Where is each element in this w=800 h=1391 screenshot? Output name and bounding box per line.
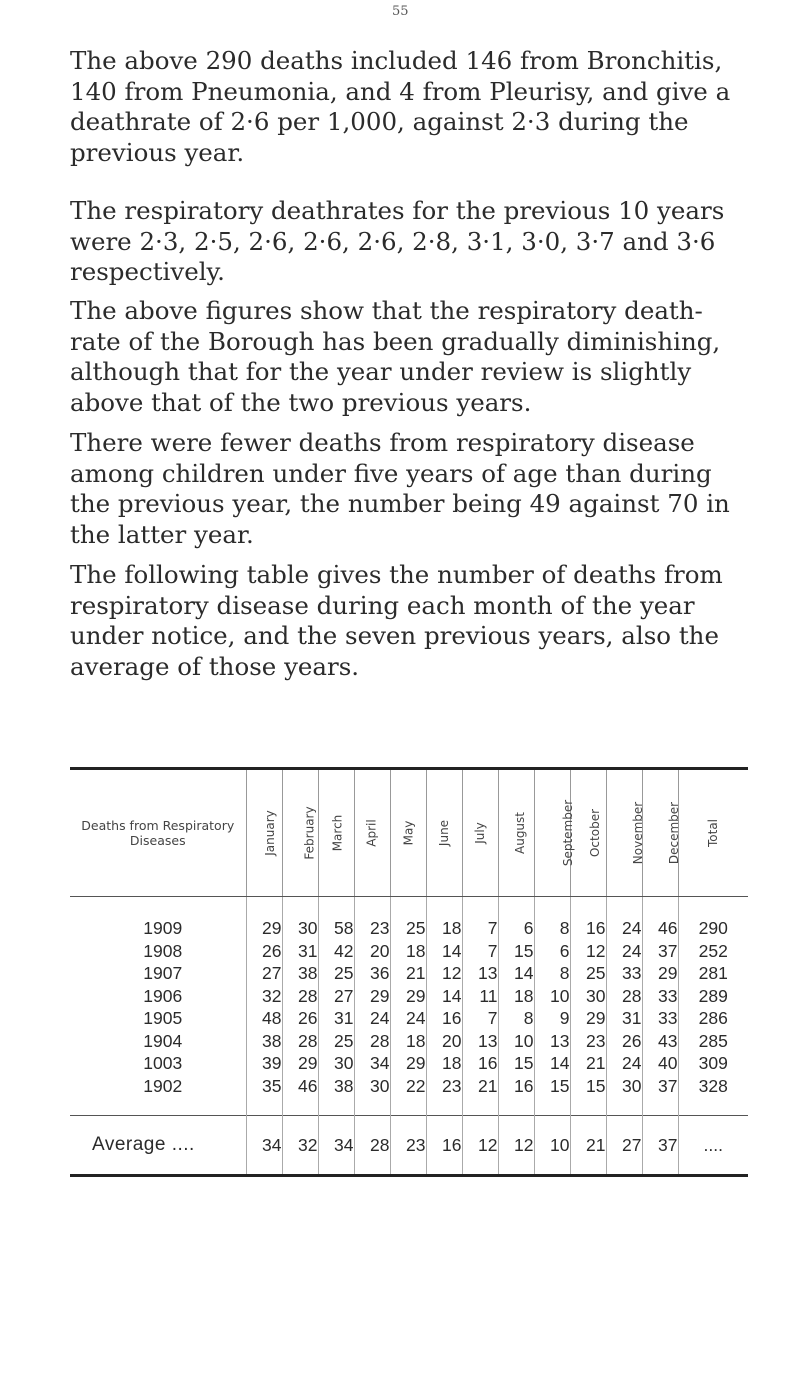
total-cell: 290: [698, 918, 728, 939]
table-cell: 21: [570, 1052, 606, 1075]
table-cell: 12: [426, 962, 462, 985]
table-row: [70, 1007, 748, 1030]
table-cell: 27: [606, 1116, 642, 1176]
table-cell: 16: [498, 1075, 534, 1116]
month-header: July: [462, 769, 498, 897]
table-cell: 7: [462, 897, 498, 940]
table-cell: 23: [426, 1075, 462, 1116]
table-cell: 14: [498, 962, 534, 985]
month-header: August: [498, 769, 534, 897]
total-cell: 281: [698, 963, 728, 984]
table-cell: 34: [354, 1052, 390, 1075]
table-cell: 34: [318, 1116, 354, 1176]
month-header: January: [246, 769, 282, 897]
table-cell: 10: [534, 985, 570, 1008]
label-column-header: Deaths from Respiratory Diseases: [70, 769, 246, 897]
table-cell: 18: [426, 897, 462, 940]
table-cell: 28: [354, 1030, 390, 1053]
table-cell: 48: [246, 1007, 282, 1030]
table-cell: 11: [462, 985, 498, 1008]
table-cell: 12: [570, 940, 606, 963]
table-row: [70, 1116, 748, 1176]
table-cell: 24: [606, 1052, 642, 1075]
table-cell: 38: [282, 962, 318, 985]
table-cell: 20: [426, 1030, 462, 1053]
table-cell: 32: [282, 1116, 318, 1176]
table-cell: 30: [570, 985, 606, 1008]
month-header: April: [354, 769, 390, 897]
month-header: September: [534, 769, 570, 897]
table-cell: 37: [642, 940, 678, 963]
table-cell: 33: [606, 962, 642, 985]
table-cell: 16: [570, 897, 606, 940]
month-header: October: [570, 769, 606, 897]
row-label: 1902: [70, 1075, 246, 1116]
total-cell: 309: [698, 1053, 728, 1074]
table-cell: 18: [426, 1052, 462, 1075]
table-cell: 15: [498, 1052, 534, 1075]
table-cell: 23: [570, 1030, 606, 1053]
table-cell: 32: [246, 985, 282, 1008]
table-cell: 20: [354, 940, 390, 963]
table-cell: 24: [390, 1007, 426, 1030]
table-row: [70, 897, 748, 940]
table-row: [70, 1030, 748, 1053]
paragraph-deathrate-trend: The above figures show that the respiratory death- rate of the Borough has been gradually diminishing, although that for the year under review is slightly above that of the two previous years.: [70, 296, 721, 417]
row-label: 1909: [70, 897, 246, 940]
table-cell: 31: [318, 1007, 354, 1030]
table-cell: 33: [642, 1007, 678, 1030]
month-header: December: [642, 769, 678, 897]
table-cell: 26: [282, 1007, 318, 1030]
table-cell: 29: [570, 1007, 606, 1030]
table-cell: 30: [282, 897, 318, 940]
table-cell: 15: [570, 1075, 606, 1116]
total-cell: 286: [698, 1008, 728, 1029]
table-cell: 24: [606, 897, 642, 940]
table-cell: 13: [462, 962, 498, 985]
table-cell: 27: [318, 985, 354, 1008]
table-row: [70, 940, 748, 963]
table-cell: 25: [318, 1030, 354, 1053]
table-row: [70, 1075, 748, 1116]
respiratory-deaths-table: [70, 767, 748, 1177]
total-cell: 252: [698, 940, 728, 961]
table-header-row: [70, 769, 748, 897]
table-cell: 14: [534, 1052, 570, 1075]
row-label: 1908: [70, 940, 246, 963]
page-number: 55: [392, 4, 409, 19]
table-cell: 18: [498, 985, 534, 1008]
table-cell: 10: [498, 1030, 534, 1053]
table-cell: 23: [354, 897, 390, 940]
table-cell: 37: [642, 1116, 678, 1176]
table-cell: 29: [390, 985, 426, 1008]
table-cell: 26: [606, 1030, 642, 1053]
table-cell: 27: [246, 962, 282, 985]
row-label: 1003: [70, 1052, 246, 1075]
table-cell: 6: [534, 940, 570, 963]
table-cell: 33: [642, 985, 678, 1008]
paragraph-table-intro: The following table gives the number of deaths from respiratory disease during each month of the year under notice, and the seven previous years, also the average of those years.: [70, 560, 723, 681]
table-cell: 28: [282, 985, 318, 1008]
table-cell: 21: [570, 1116, 606, 1176]
table-cell: 13: [534, 1030, 570, 1053]
table-cell: 10: [534, 1116, 570, 1176]
table-cell: 26: [246, 940, 282, 963]
row-label: 1904: [70, 1030, 246, 1053]
table-cell: 28: [354, 1116, 390, 1176]
month-header: May: [390, 769, 426, 897]
table-cell: 39: [246, 1052, 282, 1075]
paragraph-previous-deathrates: The respiratory deathrates for the previous 10 years were 2·3, 2·5, 2·6, 2·6, 2·6, 2·8, 3·1, 3·0, 3·7 and 3·6 respectively.: [70, 196, 725, 286]
table-cell: 9: [534, 1007, 570, 1030]
month-header: June: [426, 769, 462, 897]
table-cell: 35: [246, 1075, 282, 1116]
table-cell: 29: [642, 962, 678, 985]
table-cell: 29: [282, 1052, 318, 1075]
table-cell: 14: [426, 940, 462, 963]
table-cell: 13: [462, 1030, 498, 1053]
table-cell: 38: [246, 1030, 282, 1053]
table-cell: 8: [534, 962, 570, 985]
total-cell: 328: [698, 1075, 728, 1096]
table-cell: 40: [642, 1052, 678, 1075]
table-cell: 12: [462, 1116, 498, 1176]
row-label: 1906: [70, 985, 246, 1008]
table-cell: 24: [354, 1007, 390, 1030]
table-cell: 58: [318, 897, 354, 940]
table-row: [70, 985, 748, 1008]
table-cell: 7: [462, 940, 498, 963]
table-cell: 30: [318, 1052, 354, 1075]
table-cell: 29: [354, 985, 390, 1008]
table-cell: 29: [390, 1052, 426, 1075]
table-cell: 24: [606, 940, 642, 963]
table-cell: 18: [390, 940, 426, 963]
table-cell: 15: [534, 1075, 570, 1116]
table-cell: 7: [462, 1007, 498, 1030]
table-cell: 23: [390, 1116, 426, 1176]
table-cell: 8: [498, 1007, 534, 1030]
table-row: [70, 1052, 748, 1075]
table-cell: 46: [282, 1075, 318, 1116]
table-cell: 25: [570, 962, 606, 985]
month-header: March: [318, 769, 354, 897]
table-cell: 38: [318, 1075, 354, 1116]
table-cell: 28: [606, 985, 642, 1008]
paragraph-bronchitis-summary: The above 290 deaths included 146 from Bronchitis, 140 from Pneumonia, and 4 from Pleurisy, and give a deathrate of 2·6 per 1,000, against 2·3 during the previous year.: [70, 46, 731, 167]
month-header: November: [606, 769, 642, 897]
paragraph-children-deaths: There were fewer deaths from respiratory disease among children under five years of age than during the previous year, the number being 49 against 70 in the latter year.: [70, 428, 730, 549]
total-cell: ....: [678, 1116, 748, 1176]
table-cell: 8: [534, 897, 570, 940]
table-row: [70, 962, 748, 985]
table-cell: 34: [246, 1116, 282, 1176]
month-header: February: [282, 769, 318, 897]
table-cell: 25: [390, 897, 426, 940]
table-cell: 22: [390, 1075, 426, 1116]
table-cell: 18: [390, 1030, 426, 1053]
table-cell: 28: [282, 1030, 318, 1053]
table-cell: 21: [390, 962, 426, 985]
table-cell: 6: [498, 897, 534, 940]
table-cell: 15: [498, 940, 534, 963]
table-cell: 14: [426, 985, 462, 1008]
total-cell: 285: [698, 1030, 728, 1051]
table-cell: 12: [498, 1116, 534, 1176]
table-cell: 16: [426, 1007, 462, 1030]
table-cell: 36: [354, 962, 390, 985]
table-cell: 16: [426, 1116, 462, 1176]
total-cell: 289: [698, 985, 728, 1006]
total-header: Total: [678, 769, 748, 897]
table-cell: 16: [462, 1052, 498, 1075]
row-label: 1907: [70, 962, 246, 985]
table-cell: 25: [318, 962, 354, 985]
table-cell: 31: [282, 940, 318, 963]
table-cell: 37: [642, 1075, 678, 1116]
table-cell: 43: [642, 1030, 678, 1053]
table-cell: 30: [354, 1075, 390, 1116]
row-label: Average ....: [70, 1116, 246, 1176]
table-cell: 30: [606, 1075, 642, 1116]
table-cell: 21: [462, 1075, 498, 1116]
table-cell: 31: [606, 1007, 642, 1030]
table-cell: 42: [318, 940, 354, 963]
table-cell: 29: [246, 897, 282, 940]
table-cell: 46: [642, 897, 678, 940]
row-label: 1905: [70, 1007, 246, 1030]
